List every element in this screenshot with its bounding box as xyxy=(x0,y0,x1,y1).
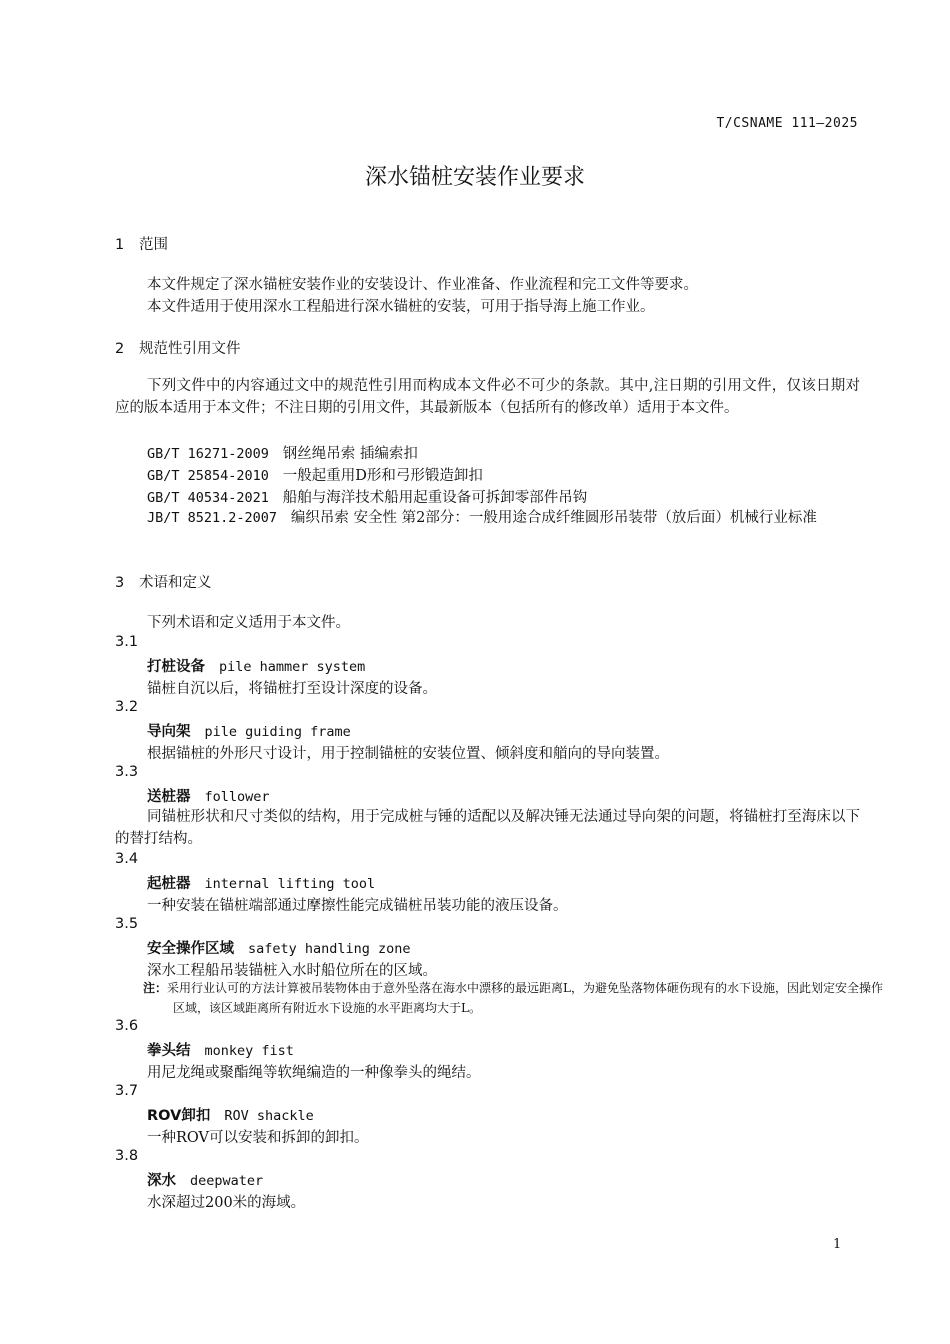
reference-item xyxy=(115,507,860,529)
term-definition: 水深超过200米的海域。 xyxy=(147,1195,306,1211)
term-definition: 一种ROV可以安装和拆卸的卸扣。 xyxy=(147,1130,369,1146)
reference-title: 一般起重用D形和弓形锻造卸扣 xyxy=(282,468,483,484)
section-number: 2 xyxy=(115,341,125,357)
term-english: safety handling zone xyxy=(248,941,411,957)
term-heading xyxy=(147,785,270,806)
term-heading xyxy=(147,937,411,958)
term-number: 3.3 xyxy=(115,764,139,780)
term-heading xyxy=(147,1039,294,1060)
term-definition: 一种安装在锚桩端部通过摩擦性能完成锚桩吊装功能的液压设备。 xyxy=(147,898,568,914)
section-title: 术语和定义 xyxy=(139,575,212,591)
term-chinese: 起桩器 xyxy=(147,876,191,892)
reference-code: GB/T 25854-2010 xyxy=(147,468,269,484)
term-heading xyxy=(147,720,351,741)
term-chinese: 拳头结 xyxy=(147,1043,191,1059)
reference-item xyxy=(147,464,483,485)
paragraph: 本文件适用于使用深水工程船进行深水锚桩的安装，可用于指导海上施工作业。 xyxy=(147,299,655,315)
reference-code: GB/T 40534-2021 xyxy=(147,490,269,506)
term-chinese: 导向架 xyxy=(147,724,191,740)
term-number: 3.7 xyxy=(115,1083,139,1099)
term-chinese: 深水 xyxy=(147,1173,176,1189)
term-definition: 用尼龙绳或聚酯绳等软绳编造的一种像拳头的绳结。 xyxy=(147,1065,481,1081)
term-chinese: 送桩器 xyxy=(147,789,191,805)
term-chinese: 打桩设备 xyxy=(147,659,205,675)
note-text: 采用行业认可的方法计算被吊装物体由于意外坠落在海水中漂移的最远距离L，为避免坠落物体砸伤现有的水下设施，因此划定安全操作区域，该区域距离所有附近水下设施的水平距离均大于L。 xyxy=(167,981,883,1015)
reference-title: 钢丝绳吊索 插编索扣 xyxy=(282,446,418,462)
term-number: 3.2 xyxy=(115,699,139,715)
term-english: internal lifting tool xyxy=(204,876,376,892)
term-number: 3.4 xyxy=(115,851,139,867)
reference-code: JB/T 8521.2-2007 xyxy=(147,510,278,526)
term-number: 3.8 xyxy=(115,1148,139,1164)
page-number: 1 xyxy=(833,1237,842,1252)
term-english: pile guiding frame xyxy=(204,724,351,740)
section-number: 1 xyxy=(115,237,125,253)
term-number: 3.5 xyxy=(115,916,139,932)
term-english: follower xyxy=(204,789,270,805)
reference-item xyxy=(147,442,418,463)
section-title: 范围 xyxy=(139,237,168,253)
reference-code: GB/T 16271-2009 xyxy=(147,446,269,462)
term-english: pile hammer system xyxy=(219,659,366,675)
section-heading-3 xyxy=(115,571,212,592)
term-heading xyxy=(147,872,375,893)
section-number: 3 xyxy=(115,575,125,591)
note-label: 注： xyxy=(143,981,168,995)
reference-item xyxy=(147,486,587,507)
section-title: 规范性引用文件 xyxy=(139,341,241,357)
section-heading-2 xyxy=(115,337,241,358)
document-code: T/CSNAME 111—2025 xyxy=(716,116,858,131)
term-number: 3.6 xyxy=(115,1018,139,1034)
paragraph-intro: 下列术语和定义适用于本文件。 xyxy=(147,615,350,631)
term-chinese: ROV卸扣 xyxy=(147,1108,211,1124)
term-chinese: 安全操作区域 xyxy=(147,941,234,957)
term-heading xyxy=(147,1104,314,1125)
term-heading xyxy=(147,655,365,676)
term-note xyxy=(143,978,891,1018)
term-definition: 同锚桩形状和尺寸类似的结构，用于完成桩与锤的适配以及解决锤无法通过导向架的问题，将锚桩打至海床以下的替打结构。 xyxy=(115,809,860,847)
term-english: deepwater xyxy=(190,1173,264,1189)
document-title: 深水锚桩安装作业要求 xyxy=(364,165,585,190)
term-definition: 深水工程船吊装锚桩入水时船位所在的区域。 xyxy=(147,963,437,979)
term-english: ROV shackle xyxy=(224,1108,314,1124)
section-heading-1 xyxy=(115,233,168,254)
term-heading xyxy=(147,1169,263,1190)
term-definition: 锚桩自沉以后，将锚桩打至设计深度的设备。 xyxy=(147,681,437,697)
paragraph-intro: 下列文件中的内容通过文中的规范性引用而构成本文件必不可少的条款。其中,注日期的引用文件，仅该日期对应的版本适用于本文件；不注日期的引用文件，其最新版本（包括所有的修改单）适用于本文件。 xyxy=(115,378,860,416)
reference-title: 编织吊索 安全性 第2部分：一般用途合成纤维圆形吊装带（放后面）机械行业标准 xyxy=(290,510,817,526)
reference-title: 船舶与海洋技术船用起重设备可拆卸零部件吊钩 xyxy=(282,490,588,506)
term-number: 3.1 xyxy=(115,634,139,650)
paragraph: 本文件规定了深水锚桩安装作业的安装设计、作业准备、作业流程和完工文件等要求。 xyxy=(147,277,698,293)
term-english: monkey fist xyxy=(204,1043,294,1059)
term-definition: 根据锚桩的外形尺寸设计，用于控制锚桩的安装位置、倾斜度和艏向的导向装置。 xyxy=(147,746,669,762)
